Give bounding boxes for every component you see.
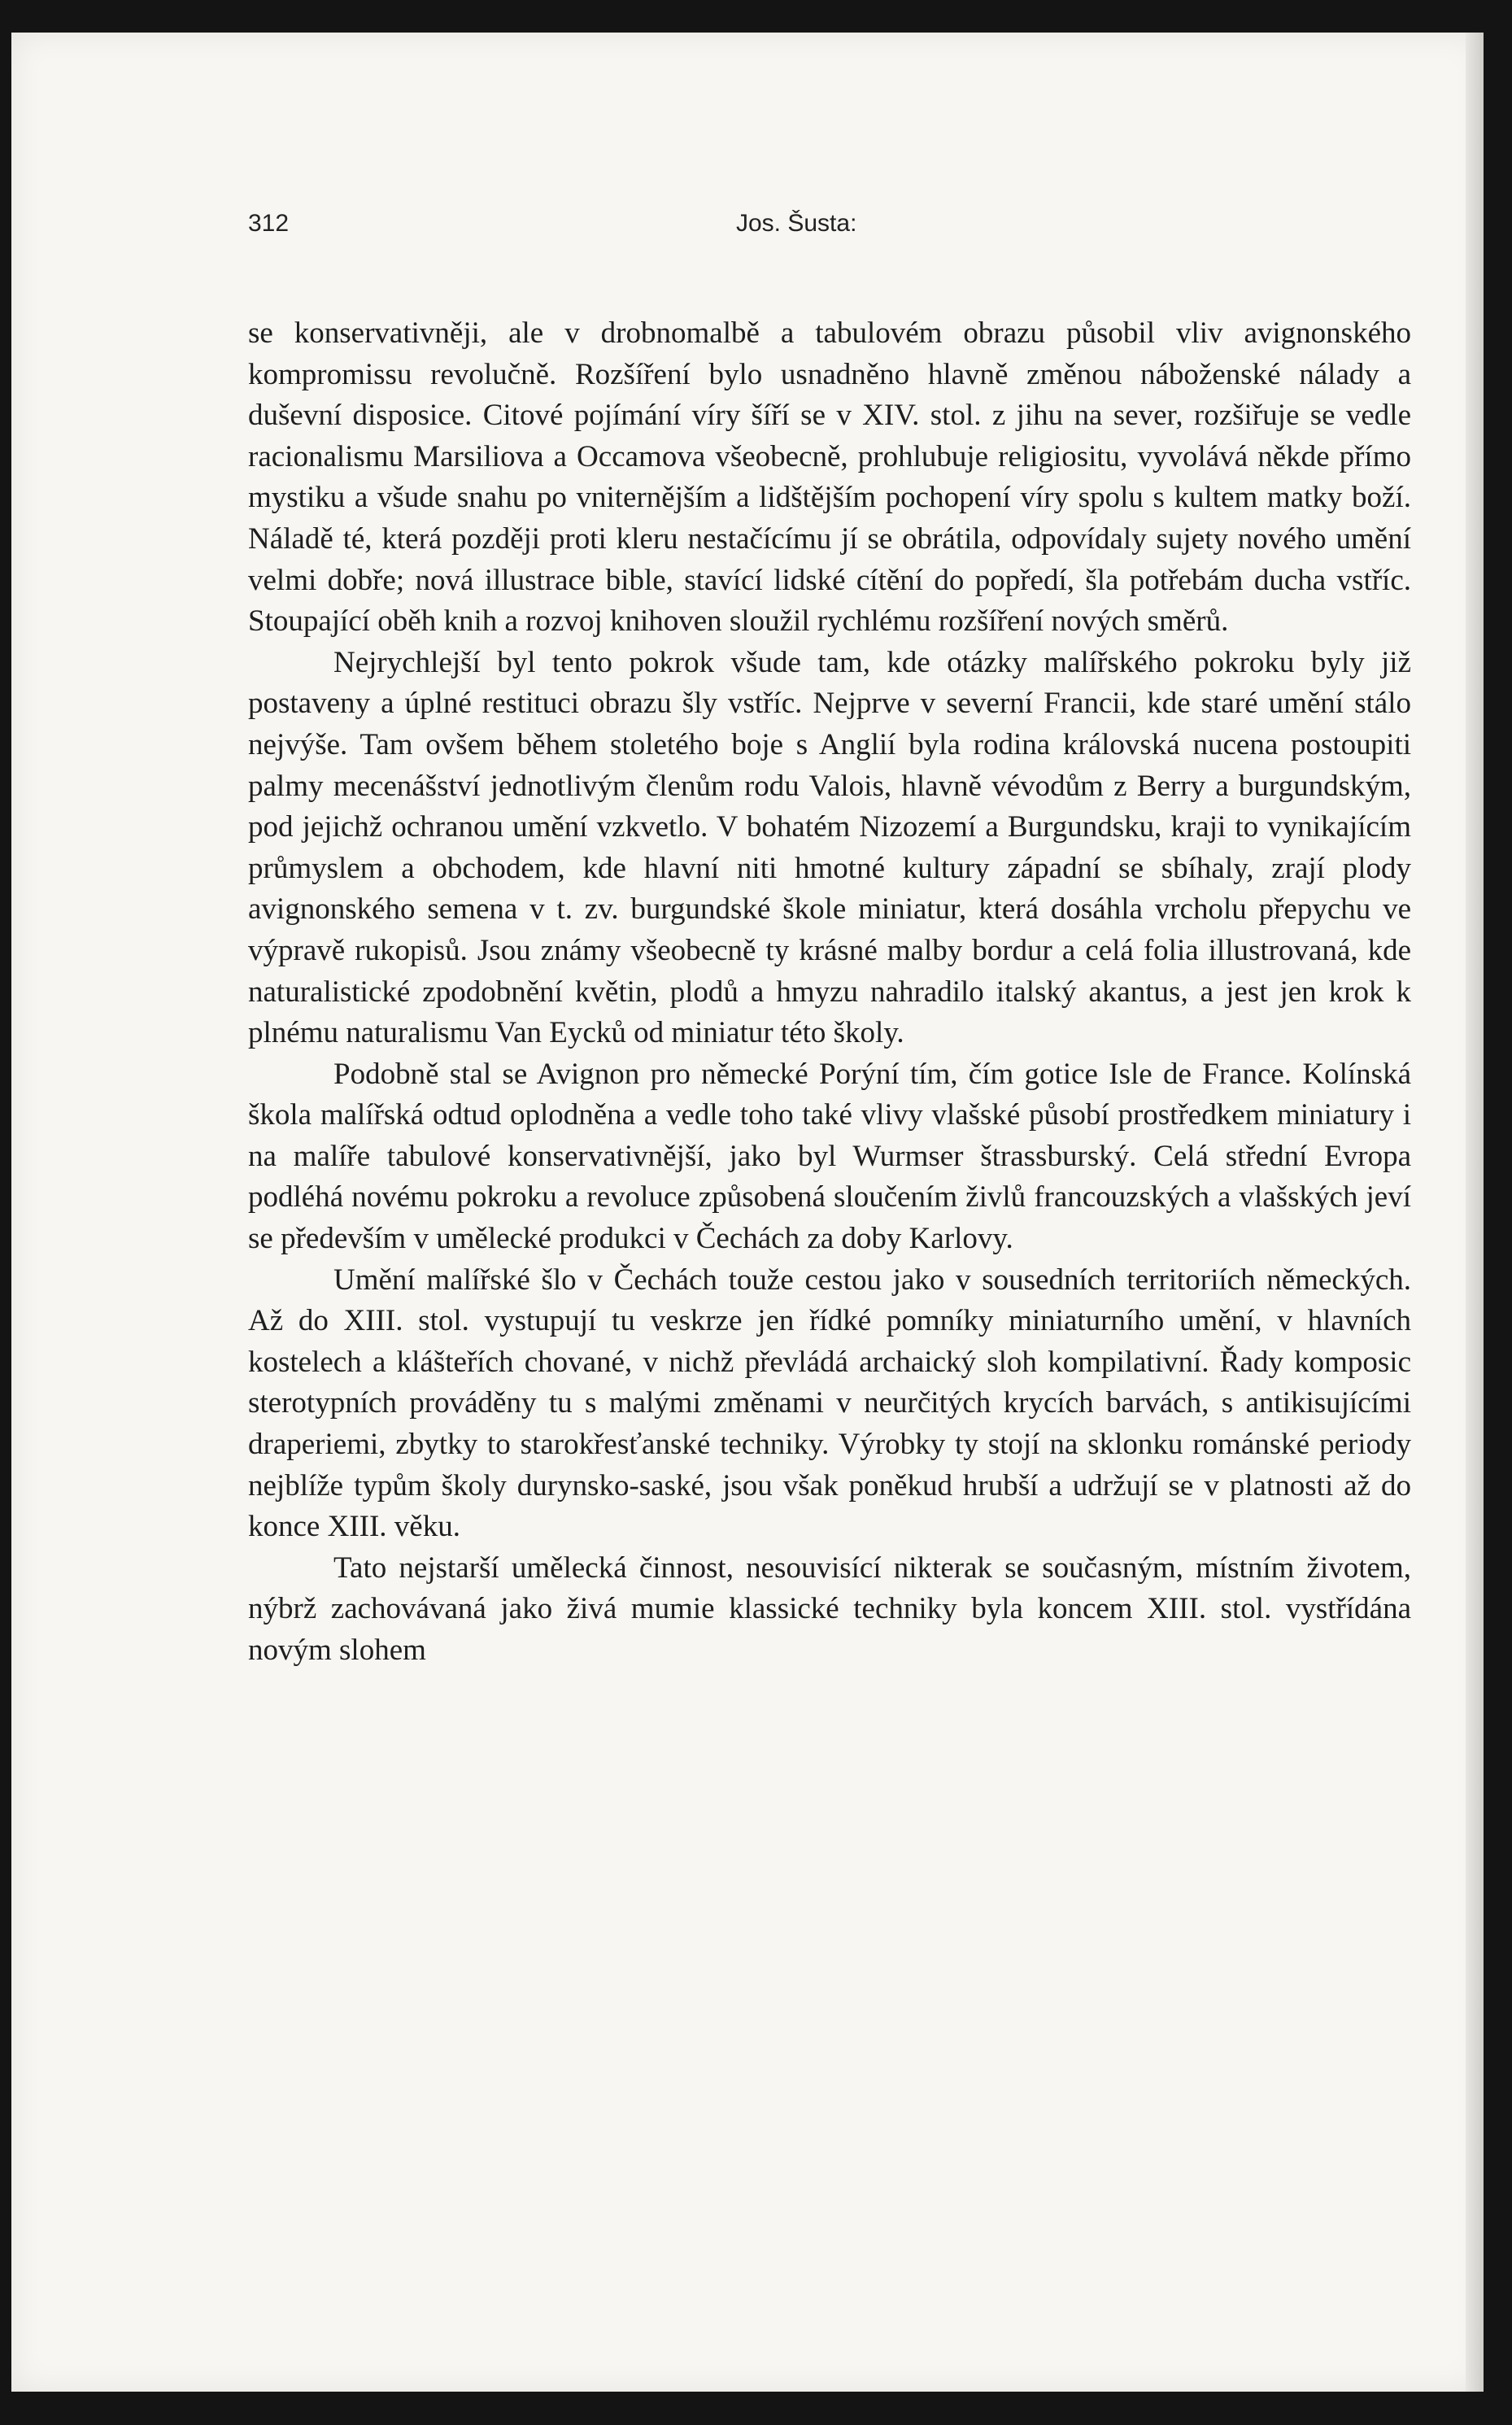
paragraph-2: Nejrychlejší byl tento pokrok všude tam, kde otázky malířského pokroku byly již postaveny a úplné restituci obrazu šly vstříc. Nejprve v severní Francii, kde staré umění stálo nejvýše. Tam ovšem během stoletého boje s Anglií byla rodina královská nucena postoupiti palmy mecenášství jednotlivým členům rodu Valois, hlavně vévodům z Berry a burgundským, pod jejichž ochranou umění vzkvetlo. V bohatém Nizozemí a Burgundsku, kraji to vynikajícím průmyslem a obchodem, kde hlavní niti hmotné kultury západní se sbíhaly, zrají plody avignonského semena v t. zv. burgundské škole miniatur, která dosáhla vrcholu přepychu ve výpravě rukopisů. Jsou známy všeobecně ty krásné malby bordur a celá folia illustrovaná, kde naturalistické zpodobnění květin, plodů a hmyzu nahradilo italský akantus, a jest jen krok k plnému naturalismu Van Eycků od miniatur této školy. [248,645,1411,1050]
running-head [248,210,1411,251]
author-heading: Jos. Šusta: [736,210,857,237]
body-text [248,313,1411,1672]
page-number: 312 [248,210,290,237]
paragraph-1: se konservativněji, ale v drobnomalbě a tabulovém obrazu působil vliv avignonského kompromissu revolučně. Rozšíření bylo usnadněno hlavně změnou náboženské nálady a duševní disposice. Citové pojímání víry šíří se v XIV. stol. z jihu na sever, rozšiřuje se vedle racionalismu Marsiliova a Occamova všeobecně, prohlubuje religiositu, vyvolává někde přímo mystiku a všude snahu po vniternějším a lidštějším pochopení víry spolu s kultem matky boží. Náladě té, která později proti kleru nestačícímu jí se obrátila, odpovídaly sujety nového umění velmi dobře; nová illustrace bible, stavící lidské cítění do popředí, šla potřebám ducha vstříc. Stoupající oběh knih a rozvoj knihoven sloužil rychlému rozšíření nových směrů. [248,316,1411,639]
paragraph-3: Podobně stal se Avignon pro německé Porýní tím, čím gotice Isle de France. Kolínská škola malířská odtud oplodněna a vedle toho také vlivy vlašské působí prostředkem miniatury i na malíře tabulové konservativnější, jako byl Wurmser štrassburský. Celá střední Evropa podléhá novému pokroku a revoluce způsobená sloučením živlů francouzských a vlašských jeví se především v umělecké produkci v Čechách za doby Karlovy. [248,1057,1411,1256]
page-edge [1466,33,1484,2392]
paragraph-4: Umění malířské šlo v Čechách touže cestou jako v sousedních territoriích německých. Až do XIII. stol. vystupují tu veskrze jen řídké pomníky miniaturního umění, v hlavních kostelech a klášteřích chované, v nichž převládá archaický sloh kompilativní. Řady komposic sterotypních prováděny tu s malými změnami v neurčitých krycích barvách, s antikisujícími draperiemi, zbytky to starokřesťanské techniky. Výrobky ty stojí na sklonku románské periody nejblíže typům školy durynsko-saské, jsou však poněkud hrubší a udržují se v platnosti až do konce XIII. věku. [248,1263,1411,1544]
paragraph-5: Tato nejstarší umělecká činnost, nesouvisící nikterak se současným, místním životem, nýbrž zachovávaná jako živá mumie klassické techniky byla koncem XIII. stol. vystřídána novým slohem [248,1551,1411,1667]
